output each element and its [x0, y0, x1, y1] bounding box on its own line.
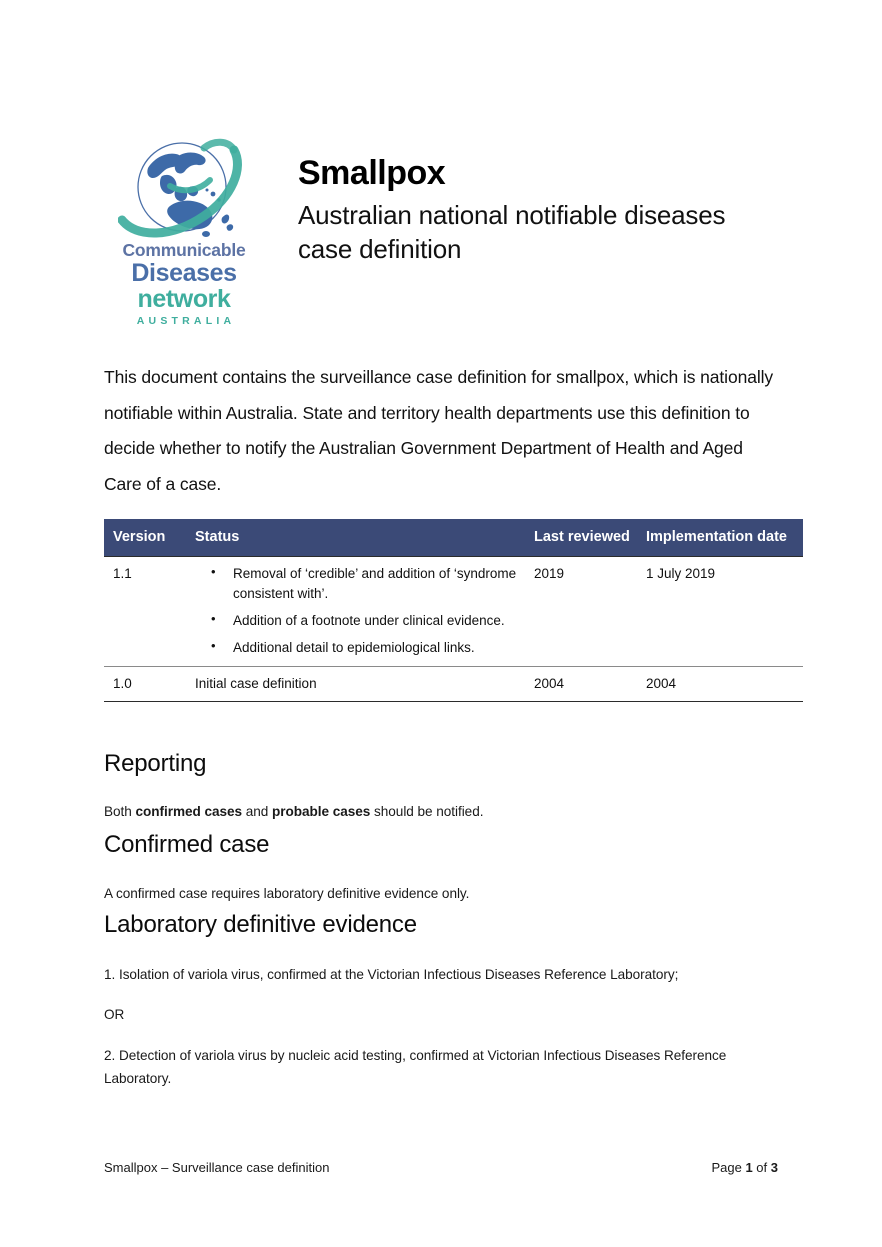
section-confirmed-case — [104, 831, 778, 905]
table-body — [104, 557, 803, 702]
reporting-body-middle: and — [242, 803, 273, 819]
list-item: • Additional detail to epidemiological links. — [233, 638, 530, 657]
lab-evidence-item-2: 2. Detection of variola virus by nucleic acid testing, confirmed at Victorian Infectious Diseases Reference Laboratory. — [104, 1048, 727, 1087]
page-subtitle: Australian national notifiable diseases case definition — [298, 199, 726, 264]
reporting-body-prefix: Both — [104, 803, 136, 819]
heading-laboratory-definitive-evidence: Laboratory definitive evidence — [104, 911, 417, 938]
lab-evidence-item-2-wrap — [104, 1044, 778, 1091]
list-item: • Addition of a footnote under clinical evidence. — [233, 611, 530, 630]
footer-page-word: Page — [711, 1160, 746, 1175]
lab-evidence-item-1-wrap — [104, 964, 778, 986]
table-row — [104, 557, 803, 667]
table-row — [104, 667, 803, 702]
version-history-table — [104, 519, 803, 702]
footer-of-word: of — [752, 1160, 771, 1175]
column-header-implementation-date: Implementation date — [646, 519, 803, 557]
confirmed-case-body: A confirmed case requires laboratory definitive evidence only. — [104, 885, 470, 901]
column-header-status: Status — [195, 519, 534, 557]
heading-confirmed-case: Confirmed case — [104, 831, 270, 858]
reporting-body-suffix: should be notified. — [370, 803, 484, 819]
cell-last-reviewed: 2019 — [534, 557, 646, 667]
footer-document-name: Smallpox – Surveillance case definition — [104, 1160, 330, 1175]
lab-evidence-connector: OR — [104, 1007, 125, 1022]
title-block — [298, 156, 780, 266]
list-item: • Removal of ‘credible’ and addition of ‘syndrome consistent with’. — [233, 564, 530, 602]
page-title: Smallpox — [298, 154, 446, 192]
page-footer — [104, 1160, 778, 1175]
cdna-logo — [104, 128, 264, 333]
lab-evidence-connector-wrap — [104, 1004, 778, 1026]
lab-evidence-item-1: 1. Isolation of variola virus, confirmed at the Victorian Infectious Diseases Reference Laboratory; — [104, 967, 679, 982]
logo-wordmark — [104, 242, 264, 326]
table-header — [104, 519, 803, 557]
cell-status — [195, 557, 534, 667]
reporting-bold-probable: probable cases — [272, 803, 371, 819]
cell-status: Initial case definition — [195, 667, 534, 702]
logo-line-communicable: Communicable — [122, 240, 246, 260]
cell-last-reviewed: 2004 — [534, 667, 646, 702]
logo-line-network: network — [137, 284, 231, 313]
cell-implementation-date: 2004 — [646, 667, 803, 702]
table-header-row — [104, 519, 803, 557]
footer-page-total: 3 — [770, 1160, 778, 1175]
section-laboratory-definitive-evidence — [104, 911, 778, 940]
logo-line-australia: AUSTRALIA — [136, 314, 236, 327]
logo-line-diseases: Diseases — [131, 258, 237, 287]
heading-reporting: Reporting — [104, 750, 207, 777]
cell-version: 1.0 — [104, 667, 195, 702]
footer-page-number: 1 — [745, 1160, 753, 1175]
cell-version: 1.1 — [104, 557, 195, 667]
intro-paragraph: This document contains the surveillance case definition for smallpox, which is nationally notifiable within Australia. State and territory health departments use this definition to decide whether to notify the Australian Government Department of Health and Aged Care of a case. — [104, 367, 774, 494]
globe-icon — [118, 128, 246, 252]
section-reporting — [104, 750, 778, 823]
column-header-version: Version — [104, 519, 195, 557]
reporting-bold-confirmed: confirmed cases — [135, 803, 243, 819]
footer-page-indicator — [711, 1160, 778, 1175]
document-masthead — [104, 128, 780, 333]
status-bullet-list — [195, 564, 530, 657]
column-header-last-reviewed: Last reviewed — [534, 519, 646, 557]
reporting-body — [104, 801, 778, 823]
cell-implementation-date: 1 July 2019 — [646, 557, 803, 667]
